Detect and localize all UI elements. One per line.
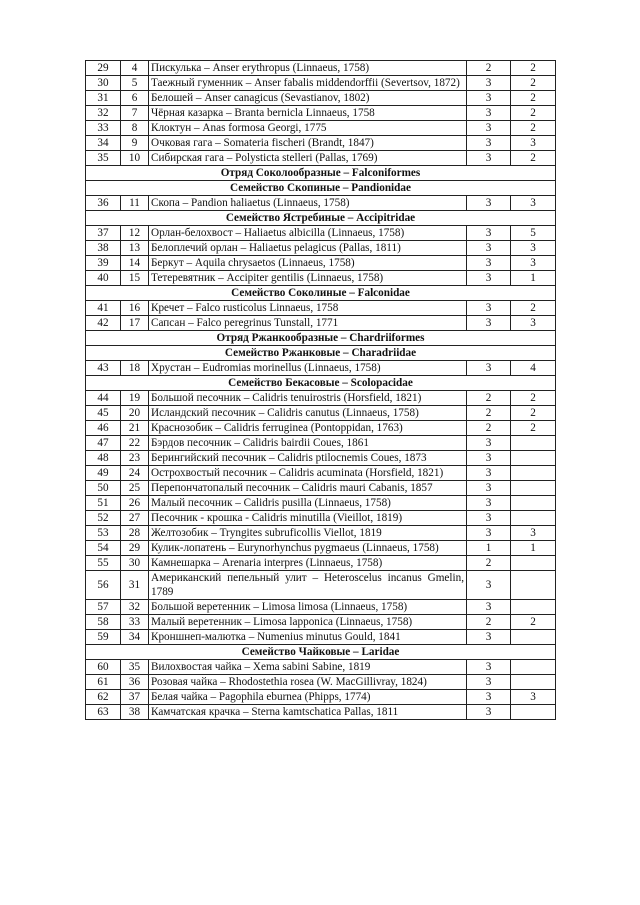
species-name-cell: Песочник - крошка - Calidris minutilla (Vieillot, 1819) [149, 511, 467, 526]
row-number-cell: 61 [86, 675, 121, 690]
species-name-cell: Малый песочник – Calidris pusilla (Linnaeus, 1758) [149, 496, 467, 511]
row-number-cell: 43 [86, 361, 121, 376]
section-header: Семейство Ястребиные – Accipitridae [86, 211, 556, 226]
species-name-cell: Кречет – Falco rusticolus Linnaeus, 1758 [149, 301, 467, 316]
category-cell-2 [511, 451, 556, 466]
species-name-cell: Большой песочник – Calidris tenuirostris (Horsfield, 1821) [149, 391, 467, 406]
table-row [86, 660, 556, 675]
section-header-row [86, 346, 556, 361]
species-name-cell: Тетеревятник – Accipiter gentilis (Linnaeus, 1758) [149, 271, 467, 286]
category-cell-1: 3 [467, 705, 511, 720]
species-number-cell: 15 [121, 271, 149, 286]
species-name-cell: Камчатская крачка – Sterna kamtschatica Pallas, 1811 [149, 705, 467, 720]
species-name-cell: Очковая гага – Somateria fischeri (Brandt, 1847) [149, 136, 467, 151]
species-number-cell: 20 [121, 406, 149, 421]
category-cell-2: 2 [511, 301, 556, 316]
category-cell-2 [511, 436, 556, 451]
category-cell-1: 3 [467, 151, 511, 166]
species-number-cell: 9 [121, 136, 149, 151]
category-cell-1: 2 [467, 391, 511, 406]
species-number-cell: 13 [121, 241, 149, 256]
species-number-cell: 10 [121, 151, 149, 166]
species-number-cell: 26 [121, 496, 149, 511]
species-number-cell: 18 [121, 361, 149, 376]
category-cell-2: 2 [511, 421, 556, 436]
section-header-row [86, 645, 556, 660]
category-cell-2: 2 [511, 406, 556, 421]
category-cell-2 [511, 571, 556, 600]
section-header-row [86, 286, 556, 301]
species-name-cell: Таежный гуменник – Anser fabalis middendorffii (Severtsov, 1872) [149, 76, 467, 91]
species-number-cell: 33 [121, 615, 149, 630]
table-row [86, 421, 556, 436]
species-number-cell: 11 [121, 196, 149, 211]
row-number-cell: 63 [86, 705, 121, 720]
species-number-cell: 14 [121, 256, 149, 271]
category-cell-2 [511, 481, 556, 496]
table-row [86, 406, 556, 421]
category-cell-2: 5 [511, 226, 556, 241]
table-row [86, 511, 556, 526]
category-cell-2 [511, 675, 556, 690]
row-number-cell: 60 [86, 660, 121, 675]
table-row [86, 316, 556, 331]
category-cell-1: 3 [467, 660, 511, 675]
table-row [86, 361, 556, 376]
species-number-cell: 19 [121, 391, 149, 406]
category-cell-1: 3 [467, 511, 511, 526]
category-cell-1: 2 [467, 421, 511, 436]
species-name-cell: Берингийский песочник – Calidris ptilocnemis Coues, 1873 [149, 451, 467, 466]
species-number-cell: 17 [121, 316, 149, 331]
species-name-cell: Сибирская гага – Polysticta stelleri (Pallas, 1769) [149, 151, 467, 166]
category-cell-1: 3 [467, 630, 511, 645]
row-number-cell: 34 [86, 136, 121, 151]
category-cell-2: 3 [511, 316, 556, 331]
species-number-cell: 38 [121, 705, 149, 720]
category-cell-1: 3 [467, 241, 511, 256]
row-number-cell: 42 [86, 316, 121, 331]
table-row [86, 481, 556, 496]
species-number-cell: 25 [121, 481, 149, 496]
table-row [86, 301, 556, 316]
row-number-cell: 36 [86, 196, 121, 211]
category-cell-2 [511, 660, 556, 675]
table-row [86, 136, 556, 151]
row-number-cell: 48 [86, 451, 121, 466]
category-cell-2 [511, 556, 556, 571]
category-cell-1: 3 [467, 690, 511, 705]
species-name-cell: Чёрная казарка – Branta bernicla Linnaeus, 1758 [149, 106, 467, 121]
category-cell-2 [511, 511, 556, 526]
species-name-cell: Желтозобик – Tryngites subruficollis Viellot, 1819 [149, 526, 467, 541]
row-number-cell: 54 [86, 541, 121, 556]
species-name-cell: Краснозобик – Calidris ferruginea (Pontoppidan, 1763) [149, 421, 467, 436]
category-cell-2: 2 [511, 151, 556, 166]
category-cell-2: 3 [511, 690, 556, 705]
table-row [86, 271, 556, 286]
category-cell-2: 2 [511, 391, 556, 406]
species-number-cell: 4 [121, 61, 149, 76]
category-cell-1: 3 [467, 121, 511, 136]
row-number-cell: 30 [86, 76, 121, 91]
section-header-row [86, 181, 556, 196]
species-name-cell: Перепончатопалый песочник – Calidris mauri Cabanis, 1857 [149, 481, 467, 496]
species-number-cell: 29 [121, 541, 149, 556]
table-row [86, 436, 556, 451]
species-name-cell: Американский пепельный улит – Heteroscelus incanus Gmelin, 1789 [149, 571, 467, 600]
category-cell-1: 3 [467, 316, 511, 331]
row-number-cell: 57 [86, 600, 121, 615]
row-number-cell: 45 [86, 406, 121, 421]
table-row [86, 571, 556, 600]
category-cell-2 [511, 630, 556, 645]
category-cell-1: 3 [467, 571, 511, 600]
table-row [86, 675, 556, 690]
species-name-cell: Хрустан – Eudromias morinellus (Linnaeus, 1758) [149, 361, 467, 376]
section-header: Семейство Чайковые – Laridae [86, 645, 556, 660]
species-number-cell: 12 [121, 226, 149, 241]
table-row [86, 496, 556, 511]
row-number-cell: 37 [86, 226, 121, 241]
species-number-cell: 30 [121, 556, 149, 571]
species-number-cell: 16 [121, 301, 149, 316]
table-row [86, 391, 556, 406]
species-name-cell: Острохвостый песочник – Calidris acuminata (Horsfield, 1821) [149, 466, 467, 481]
row-number-cell: 31 [86, 91, 121, 106]
table-row [86, 451, 556, 466]
row-number-cell: 56 [86, 571, 121, 600]
row-number-cell: 58 [86, 615, 121, 630]
category-cell-1: 3 [467, 451, 511, 466]
section-header: Отряд Соколообразные – Falconiformes [86, 166, 556, 181]
category-cell-1: 3 [467, 466, 511, 481]
species-table [85, 60, 556, 720]
section-header: Семейство Ржанковые – Charadriidae [86, 346, 556, 361]
category-cell-2: 1 [511, 541, 556, 556]
table-row [86, 541, 556, 556]
table-row [86, 600, 556, 615]
category-cell-1: 2 [467, 406, 511, 421]
table-row [86, 106, 556, 121]
category-cell-2 [511, 496, 556, 511]
category-cell-2: 3 [511, 136, 556, 151]
section-header: Семейство Бекасовые – Scolopacidae [86, 376, 556, 391]
row-number-cell: 47 [86, 436, 121, 451]
species-name-cell: Камнешарка – Arenaria interpres (Linnaeus, 1758) [149, 556, 467, 571]
table-row [86, 151, 556, 166]
row-number-cell: 53 [86, 526, 121, 541]
species-number-cell: 32 [121, 600, 149, 615]
category-cell-1: 2 [467, 556, 511, 571]
category-cell-2: 2 [511, 76, 556, 91]
row-number-cell: 41 [86, 301, 121, 316]
category-cell-2: 3 [511, 256, 556, 271]
row-number-cell: 33 [86, 121, 121, 136]
category-cell-1: 3 [467, 106, 511, 121]
table-row [86, 76, 556, 91]
table-row [86, 196, 556, 211]
species-number-cell: 21 [121, 421, 149, 436]
category-cell-2: 3 [511, 196, 556, 211]
section-header-row [86, 166, 556, 181]
species-name-cell: Сапсан – Falco peregrinus Tunstall, 1771 [149, 316, 467, 331]
species-name-cell: Розовая чайка – Rhodostethia rosea (W. MacGillivray, 1824) [149, 675, 467, 690]
species-name-cell: Кулик-лопатень – Eurynorhynchus pygmaeus (Linnaeus, 1758) [149, 541, 467, 556]
section-header: Семейство Скопиные – Pandionidae [86, 181, 556, 196]
row-number-cell: 32 [86, 106, 121, 121]
row-number-cell: 51 [86, 496, 121, 511]
row-number-cell: 62 [86, 690, 121, 705]
species-number-cell: 6 [121, 91, 149, 106]
table-row [86, 121, 556, 136]
table-row [86, 241, 556, 256]
row-number-cell: 49 [86, 466, 121, 481]
category-cell-1: 3 [467, 256, 511, 271]
category-cell-1: 3 [467, 196, 511, 211]
table-row [86, 526, 556, 541]
section-header: Семейство Соколиные – Falconidae [86, 286, 556, 301]
category-cell-1: 3 [467, 301, 511, 316]
species-name-cell: Клоктун – Anas formosa Georgi, 1775 [149, 121, 467, 136]
species-name-cell: Пискулька – Anser erythropus (Linnaeus, 1758) [149, 61, 467, 76]
row-number-cell: 44 [86, 391, 121, 406]
category-cell-1: 2 [467, 61, 511, 76]
species-name-cell: Бэрдов песочник – Calidris bairdii Coues, 1861 [149, 436, 467, 451]
row-number-cell: 46 [86, 421, 121, 436]
category-cell-2: 3 [511, 526, 556, 541]
category-cell-2: 1 [511, 271, 556, 286]
row-number-cell: 35 [86, 151, 121, 166]
table-row [86, 705, 556, 720]
section-header: Отряд Ржанкообразные – Chardriiformes [86, 331, 556, 346]
category-cell-1: 3 [467, 76, 511, 91]
table-row [86, 615, 556, 630]
species-name-cell: Вилохвостая чайка – Xema sabini Sabine, 1819 [149, 660, 467, 675]
table-row [86, 226, 556, 241]
species-number-cell: 36 [121, 675, 149, 690]
table-row [86, 690, 556, 705]
document-page [85, 60, 555, 720]
species-name-cell: Белошей – Anser canagicus (Sevastianov, 1802) [149, 91, 467, 106]
row-number-cell: 38 [86, 241, 121, 256]
category-cell-1: 3 [467, 91, 511, 106]
category-cell-2: 2 [511, 106, 556, 121]
table-row [86, 256, 556, 271]
species-number-cell: 7 [121, 106, 149, 121]
species-number-cell: 31 [121, 571, 149, 600]
category-cell-2: 2 [511, 121, 556, 136]
row-number-cell: 59 [86, 630, 121, 645]
section-header-row [86, 211, 556, 226]
species-number-cell: 27 [121, 511, 149, 526]
category-cell-1: 3 [467, 271, 511, 286]
species-name-cell: Скопа – Pandion haliaetus (Linnaeus, 1758) [149, 196, 467, 211]
table-row [86, 630, 556, 645]
category-cell-2: 3 [511, 241, 556, 256]
category-cell-2: 2 [511, 91, 556, 106]
row-number-cell: 55 [86, 556, 121, 571]
category-cell-2: 2 [511, 615, 556, 630]
table-row [86, 556, 556, 571]
table-row [86, 61, 556, 76]
species-number-cell: 34 [121, 630, 149, 645]
species-table-body [86, 61, 556, 720]
category-cell-1: 3 [467, 526, 511, 541]
species-name-cell: Малый веретенник – Limosa lapponica (Linnaeus, 1758) [149, 615, 467, 630]
category-cell-2 [511, 466, 556, 481]
category-cell-2 [511, 600, 556, 615]
category-cell-1: 3 [467, 226, 511, 241]
species-number-cell: 37 [121, 690, 149, 705]
species-name-cell: Исландский песочник – Calidris canutus (Linnaeus, 1758) [149, 406, 467, 421]
category-cell-1: 3 [467, 136, 511, 151]
species-name-cell: Кроншнеп-малютка – Numenius minutus Gould, 1841 [149, 630, 467, 645]
category-cell-1: 1 [467, 541, 511, 556]
category-cell-1: 3 [467, 600, 511, 615]
category-cell-1: 3 [467, 496, 511, 511]
row-number-cell: 52 [86, 511, 121, 526]
species-number-cell: 24 [121, 466, 149, 481]
row-number-cell: 40 [86, 271, 121, 286]
species-number-cell: 22 [121, 436, 149, 451]
row-number-cell: 50 [86, 481, 121, 496]
species-name-cell: Белая чайка – Pagophila eburnea (Phipps, 1774) [149, 690, 467, 705]
row-number-cell: 39 [86, 256, 121, 271]
category-cell-2 [511, 705, 556, 720]
species-number-cell: 28 [121, 526, 149, 541]
species-number-cell: 23 [121, 451, 149, 466]
species-number-cell: 8 [121, 121, 149, 136]
table-row [86, 466, 556, 481]
species-name-cell: Орлан-белохвост – Haliaetus albicilla (Linnaeus, 1758) [149, 226, 467, 241]
category-cell-2: 4 [511, 361, 556, 376]
category-cell-2: 2 [511, 61, 556, 76]
category-cell-1: 3 [467, 481, 511, 496]
species-name-cell: Беркут – Aquila chrysaetos (Linnaeus, 1758) [149, 256, 467, 271]
species-name-cell: Белоплечий орлан – Haliaetus pelagicus (Pallas, 1811) [149, 241, 467, 256]
section-header-row [86, 331, 556, 346]
section-header-row [86, 376, 556, 391]
species-name-cell: Большой веретенник – Limosa limosa (Linnaeus, 1758) [149, 600, 467, 615]
category-cell-1: 3 [467, 436, 511, 451]
species-number-cell: 35 [121, 660, 149, 675]
category-cell-1: 3 [467, 361, 511, 376]
table-row [86, 91, 556, 106]
species-number-cell: 5 [121, 76, 149, 91]
category-cell-1: 3 [467, 675, 511, 690]
row-number-cell: 29 [86, 61, 121, 76]
category-cell-1: 2 [467, 615, 511, 630]
